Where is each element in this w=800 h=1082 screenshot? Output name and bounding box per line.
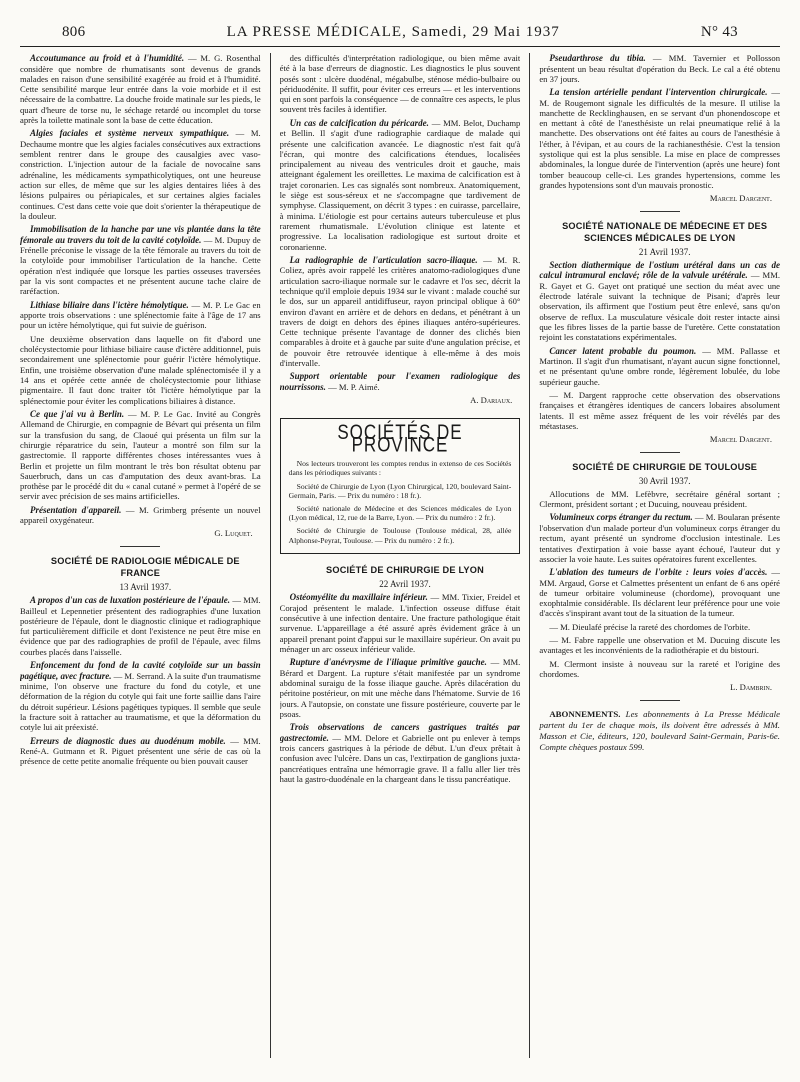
article-text: — M. Dupuy de Frénelle préconise le vissage de la tête fémorale au travers du toit de la cotyloïde pour immobiliser l'articulation de la hanche. Cette opération n'est indiquée que lorsque les parties osseuses traversées par la vis sont compactes et ne présentent aucune tache claire de raréfaction. xyxy=(20,234,261,297)
article-heading: Algies faciales et système nerveux sympathique. xyxy=(30,128,230,139)
article-text: — M. P. Aimé. xyxy=(325,381,380,392)
article-heading: Section diathermique de l'ostium urétéral dans un cas de calcul intramural enclavé; rôle de la valvule urétérale. xyxy=(539,259,780,281)
article-paragraph xyxy=(280,722,521,784)
article-heading: Immobilisation de la hanche par une vis plantée dans la tête fémorale au travers du toit de la cavité cotyloïde. xyxy=(20,224,261,245)
article-text: — MM. Tavernier et Pollosson présentent un beau résultat d'opération du Beck. Le cal a été obtenu en 37 jours. xyxy=(539,53,780,84)
article-heading: Pseudarthrose du tibia. xyxy=(549,53,646,63)
box-line: Société de Chirurgie de Lyon (Lyon Chirurgical, 120, boulevard Saint-Germain, Paris. — Prix du numéro : 18 fr.). xyxy=(288,481,512,500)
signature: L. Dambrin. xyxy=(730,682,772,693)
article-heading: Lithiase biliaire dans l'ictère hémolytique. xyxy=(30,299,189,310)
article-paragraph xyxy=(539,567,780,619)
article-text: — M. Fabre rappelle une observation et M. Ducuing discute les avantages et les inconvénients de la radiothérapie et du bistouri. xyxy=(539,635,780,656)
article-text: — MM. Pallasse et Martinon. Il s'agit d'un rhumatisant, n'ayant aucun signe fonctionnel, et ne présentant qu'une ombre ronde, légèrement lobulée, du lobe supérieur gauche. xyxy=(539,345,780,387)
article-paragraph xyxy=(20,334,261,406)
col3-items2 xyxy=(539,489,780,679)
article-text: Allocutions de MM. Lefèbvre, secrétaire général sortant ; Clermont, président sortant ; et Ducuing, nouveau président. xyxy=(539,488,780,510)
signature: A. Dariaux. xyxy=(470,395,513,406)
article-paragraph xyxy=(20,53,261,125)
article-text: des difficultés d'interprétation radiologique, ou bien même avait été à la base d'erreurs de diagnostic. Les diagnostics le plus souvent posés sont : ulcère duodénal, mégabulbe, sténose médio-bulbaire ou périduodénite. Il suffit, pour éviter ces erreurs — et les interventions qui en sont parfois la conséquence — de connaître ces aspects, le plus souvent très faciles à identifier. xyxy=(279,53,521,115)
article-paragraph xyxy=(280,371,521,392)
article-paragraph xyxy=(20,224,261,296)
article-paragraph xyxy=(280,53,521,115)
article-paragraph xyxy=(20,736,261,767)
article-paragraph xyxy=(20,300,261,331)
article-text: — M. Serrand. A la suite d'un traumatisme minime, l'on observe une fracture du fond du cotyle, et une déformation de la région du cotyle qui fait une forte saillie dans l'aire du détroit supérieur. Lésions pagétiques typiques. Il semble que seule la fracture soit à rattacher au traumatisme, et que la déformation du cotyle lui ait préexisté. xyxy=(20,670,261,733)
col2-top xyxy=(280,53,521,392)
masthead-title: LA PRESSE MÉDICALE, Samedi, 29 Mai 1937 xyxy=(226,24,560,40)
article-text: — M. P. Le Gac. Invité au Congrès Allemand de Chirurgie, en compagnie de Bévart qui présenta un film sur la transfusion du sang, de Claoué qui présenta un film sur la chirurgie réparatrice du sein, l'auteur a montré son film sur la gastrectomie. Il rapporte différentes choses intéressantes vues à Berlin et projette un film montrant le très bon résultat obtenu par Sauerbruch, dans un cas d'amputation des deux avant-bras. La prothèse par le procédé dit du « canal cutané » permet à l'opéré de se servir avec précision de ses mains artificielles. xyxy=(20,408,261,502)
section-title: SOCIÉTÉ DE CHIRURGIE DE LYON xyxy=(326,564,484,575)
article-paragraph xyxy=(539,659,780,680)
article-text: — M. Dieulafé précise la rareté des chordomes de l'orbite. xyxy=(549,621,751,632)
article-paragraph xyxy=(20,660,261,732)
box-title: SOCIÉTÉS DE PROVINCE xyxy=(337,419,463,457)
subscription-heading: ABONNEMENTS. xyxy=(549,708,621,719)
issue-number: N° 43 xyxy=(700,24,738,40)
article-paragraph xyxy=(539,260,780,343)
article-heading: Volumineux corps étranger du rectum. xyxy=(549,512,693,523)
section-date: 21 Avril 1937. xyxy=(638,246,691,257)
article-paragraph xyxy=(20,595,261,657)
section-title: SOCIÉTÉ NATIONALE DE MÉDECINE ET DES SCIENCES MÉDICALES DE LYON xyxy=(562,220,768,243)
section-title: SOCIÉTÉ DE RADIOLOGIE MÉDICALE DE FRANCE xyxy=(50,555,240,578)
article-text: — M. Dargent rapproche cette observation des observations françaises et étrangères identiques de cancers lobaires absolument latents. Il est même assez fréquent de les voir révélés par des métastases. xyxy=(539,390,780,431)
column-divider xyxy=(529,53,530,1058)
article-text: — M. Grimberg présente un nouvel appareil oxygénateur. xyxy=(20,504,261,526)
article-text: — MM. René-A. Gutmann et R. Piguet présentent une série de cas où la présence de cette petite anomalie fréquente ou bien pouvait causer xyxy=(20,735,261,767)
article-paragraph xyxy=(539,489,780,510)
article-heading: Ce que j'ai vu à Berlin. xyxy=(30,408,125,419)
article-heading: Ostéomyélite du maxillaire inférieur. xyxy=(289,592,428,603)
article-paragraph xyxy=(539,512,780,564)
article-paragraph xyxy=(20,505,261,526)
article-text: — MM. Bailleul et Lepennetier présentent des radiographies d'une luxation postérieure de l'épaule, dont le diagnostic clinique et radiographique fut particulièrement difficile et dont l'existence ne peut être mise en évidence que par des radiographies de profil de l'épaule, avec films courbes placés dans l'aisselle. xyxy=(20,595,261,657)
article-paragraph xyxy=(539,390,780,431)
article-text: M. Clermont insiste à nouveau sur la rareté et l'origine des chordomes. xyxy=(539,658,780,679)
article-heading: Accoutumance au froid et à l'humidité. xyxy=(30,53,185,63)
article-paragraph xyxy=(20,128,261,221)
article-paragraph xyxy=(539,635,780,656)
article-heading: Présentation d'appareil. xyxy=(30,504,122,515)
article-heading: Rupture d'anévrysme de l'iliaque primitive gauche. xyxy=(289,657,487,668)
columns xyxy=(20,53,780,1063)
article-paragraph xyxy=(280,118,521,252)
section-date: 22 Avril 1937. xyxy=(379,578,431,589)
box-line: Société nationale de Médecine et des Sciences médicales de Lyon (Lyon médical, 12, rue de la Barre, Lyon. — Prix du numéro : 2 fr.). xyxy=(288,504,512,523)
article-text: — MM. Argaud, Gorse et Calmettes présentent un enfant de 6 ans opéré de tumeur orbitaire volumineuse (chordome), provoquant une exophtalmie considérable. Ils déclarent leur préférence pour une voie d'accès s'inspirant avant tout de la situation de la tumeur. xyxy=(539,567,780,619)
col1-items xyxy=(20,595,261,767)
article-paragraph xyxy=(539,622,780,632)
article-text: — MM. Belot, Duchamp et Bellin. Il s'agit d'une radiographie cardiaque de malade qui présente une calcification avancée. Le diagnostic n'est fait qu'à l'écran, qui montre des calcifications étendues, localisées principalement au niveau des ventricules droit et gauche, mais atteignant également les oreillettes. Le maxima de calcification est à trajet coronarien. Les cas signalés sont nombreux. Anatomiquement, le siège est sous-séreux et ne s'accompagne que tardivement de symphyse. Classiquement, on décrit 3 types : en cuirasse, parcellaire, à minima. L'étiologie est pour certains auteurs tuberculeuse et plus rarement rhumatismale. L'évolution clinique est latente et progressive. La localisation radiologique est surtout droite et coronarienne. xyxy=(279,117,521,252)
article-heading: Erreurs de diagnostic dues au duodénum mobile. xyxy=(30,735,226,746)
column-2 xyxy=(280,53,521,1063)
column-3 xyxy=(539,53,780,1063)
col2-items xyxy=(280,592,521,784)
article-heading: Trois observations de cancers gastriques traités par gastrectomie. xyxy=(279,722,521,743)
article-paragraph xyxy=(539,346,780,387)
article-heading: Support orientable pour l'examen radiologique des nourrissons. xyxy=(279,371,521,392)
box-line: Société de Chirurgie de Toulouse (Toulouse médical, 28, allée Alphonse-Peyrat, Toulouse. — Prix du numéro : 2 fr.). xyxy=(288,526,512,545)
article-text: — M. G. Rosenthal considère que nombre de rhumatisants sont devenus de grands malades en raison d'une sensibilité exagérée au froid et à l'humidité. Cette sensibilité marque leur entrée dans la voie morbide et il est nécessaire de la combattre. La douche froide matinale sur les pieds, le quart d'heure de torse nu, le séchage retardé ou incomplet du torse après la toilette matinale sont la base de cette éducation. xyxy=(20,53,261,125)
article-text: — M. de Rougemont signale les difficultés de la mesure. Il utilise la manchette de Recklinghausen, en se servant d'un phonendoscope et en mettant à côté de l'anesthésiste un relai pneumatique relié à la manchette. Des observations ont été faites au cours de l'anesthésie à l'éther, à l'évipan, et au cours de la rachianesthésie. C'est la tension systolique qui est la plus sensible. La mise en place de compresses abdominales, la longue durée de l'intervention (après une heure) font tomber beaucoup celle-ci. Les grandes hypertensions, comme les grandes hypotensions sont d'un mauvais pronostic. xyxy=(539,87,780,190)
article-text: — MM. R. Gayet et G. Gayet ont pratiqué une section du méat avec une électrode latérale suivant la technique de Pisani; d'après leur observation, ils affirment que l'ostium peut être enlevé, sans qu'on observe de reflux. La musculature vésicale doit rester intacte ainsi que les fibres lisses de la partie basse de l'uretère. Cette constatation rejoint les constatations expérimentales. xyxy=(539,270,780,343)
subscription-text: Les abonnements à La Presse Médicale partent du 1er de chaque mois, ils doivent être adressés à MM. Masson et Cie, éditeurs, 120, boulevard Saint-Germain, Paris-6e. Compte chèques postaux 599. xyxy=(539,708,780,752)
page-number: 806 xyxy=(62,24,86,40)
signature: Marcel Dargent. xyxy=(709,193,772,204)
signature: Marcel Dargent. xyxy=(709,434,772,445)
section-date: 13 Avril 1937. xyxy=(119,581,172,592)
separator xyxy=(640,211,680,212)
article-text: — MM. Bérard et Dargent. La rupture s'était manifestée par un syndrome abdominal suraigu de la fosse iliaque gauche. Après dilacération du péritoine postérieur, on mit une mèche dans l'hématome. Survie de 16 jours. A l'autopsie, on constate une fissure postérieure, couverte par le psoas. xyxy=(279,657,521,719)
section-date: 30 Avril 1937. xyxy=(638,475,691,486)
article-heading: La tension artérielle pendant l'intervention chirurgicale. xyxy=(549,87,768,98)
article-text: — M. P. Le Gac en apporte trois observations : une splénectomie faite à l'âge de 17 ans pour un ictère hémolytique, qui fut suivie de guérison. xyxy=(20,299,261,331)
col1-intro xyxy=(20,53,261,525)
separator xyxy=(640,700,680,701)
col3-items1 xyxy=(539,260,780,431)
article-heading: Enfoncement du fond de la cavité cotyloïde sur un bassin pagétique, avec fracture. xyxy=(20,660,261,681)
separator xyxy=(640,452,680,453)
article-paragraph xyxy=(280,255,521,368)
article-text: — M. Boularan présente l'observation d'un malade porteur d'un volumineux corps étranger du rectum, ayant présenté un syndrome d'occlusion intestinale. Les tentatives d'extirpation à voie basse ayant échoué, l'auteur dut y associer la voie haute. Les suites opératoires furent excellentes. xyxy=(539,512,780,564)
article-text: — MM. Tixier, Freidel et Corajod présentent le malade. L'infection osseuse diffuse était consécutive à une infection dentaire. Une fracture pathologique était survenue. L'appareillage a été assuré après évidement grâce à un appareil prenant point d'appui sur le maxillaire supérieur. On avait pu ménager un arc osseux inférieur valide. xyxy=(279,592,521,654)
article-paragraph xyxy=(539,53,780,84)
page-header xyxy=(20,24,780,41)
article-paragraph xyxy=(539,87,780,190)
subscription-notice xyxy=(539,709,780,753)
article-paragraph xyxy=(280,657,521,719)
article-paragraph xyxy=(280,592,521,654)
signature: G. Luquet. xyxy=(214,528,253,539)
box-line: Nos lecteurs trouveront les comptes rendus in extenso de ces Sociétés dans les périodiques suivants : xyxy=(288,459,512,478)
section-title: SOCIÉTÉ DE CHIRURGIE DE TOULOUSE xyxy=(572,461,758,472)
article-heading: A propos d'un cas de luxation postérieure de l'épaule. xyxy=(30,595,231,606)
col3-top xyxy=(539,53,780,190)
article-text: Une deuxième observation dans laquelle on fit d'abord une cholécystectomie pour lithiase biliaire cause d'ictère additionnel, puis secondairement une splénectomie pour guérir l'ictère hémolytique. Enfin, une troisième observation d'une malade splénectomisée il y a 14 ans et opérée cette année de cholécystectomie pour lithiase pigmentaire. Il faut donc traiter tôt l'ictère hémolytique par la splénectomie pour éviter les complications biliaires à distance. xyxy=(20,333,261,406)
column-divider xyxy=(270,53,271,1058)
header-rule xyxy=(20,46,780,47)
article-heading: La radiographie de l'articulation sacro-iliaque. xyxy=(289,254,478,265)
article-heading: L'ablation des tumeurs de l'orbite : leurs voies d'accès. xyxy=(549,567,768,578)
article-text: — MM. Delore et Gabrielle ont pu enlever à temps trois cancers gastriques à la période de début. L'un d'eux prêtait à confusion avec l'ulcère. Dans un cas, l'extirpation de ganglions juxta-pancréatiques entraîna une hémorragie grave. Il a fallu aller lier très haut la gastro-duodénale en la chargeant dans le tissu pancréatique. xyxy=(279,732,521,784)
article-text: — M. R. Coliez, après avoir rappelé les critères anatomo-radiologiques d'une articulation sacro-iliaque normale sur le cadavre et l'os sec, décrit la technique qu'il emploie depuis 1934 sur le vivant : malade couché sur le dos, sur un appareil antidiffuseur, rayon principal oblique à 60° environ d'avant en arrière et de dehors en dedans, et pénétrant à un travers de doigt en dehors des épines iliaques antéro-supérieures. Cette technique présente l'avantage de donner des clichés bien comparables à droite et à gauche par suite d'une angulation précise, et de pouvoir être retrouvée identique à elle-même à des mois d'intervalle. xyxy=(279,254,521,369)
article-heading: Cancer latent probable du poumon. xyxy=(549,345,697,356)
article-paragraph xyxy=(20,409,261,502)
article-heading: Un cas de calcification du péricarde. xyxy=(289,117,429,128)
societes-province-box xyxy=(280,418,521,554)
separator xyxy=(120,546,160,547)
article-text: — M. Dechaume montre que les algies faciales consécutives aux extractions semblent rentrer dans le groupe des causalgies avec vaso-constriction. L'injection autour de la faciale de novocaïne sans adrénaline, les médicaments sympathicolytiques, ont une heureuse action sur elles, de même que sur les algies dentaires liées à des lésions pulpaires ou périapicales, et sur certaines algies faciales continues. C'est dans cette voie que doit s'orienter la thérapeutique de la douleur. xyxy=(20,128,261,221)
column-1 xyxy=(20,53,261,1063)
